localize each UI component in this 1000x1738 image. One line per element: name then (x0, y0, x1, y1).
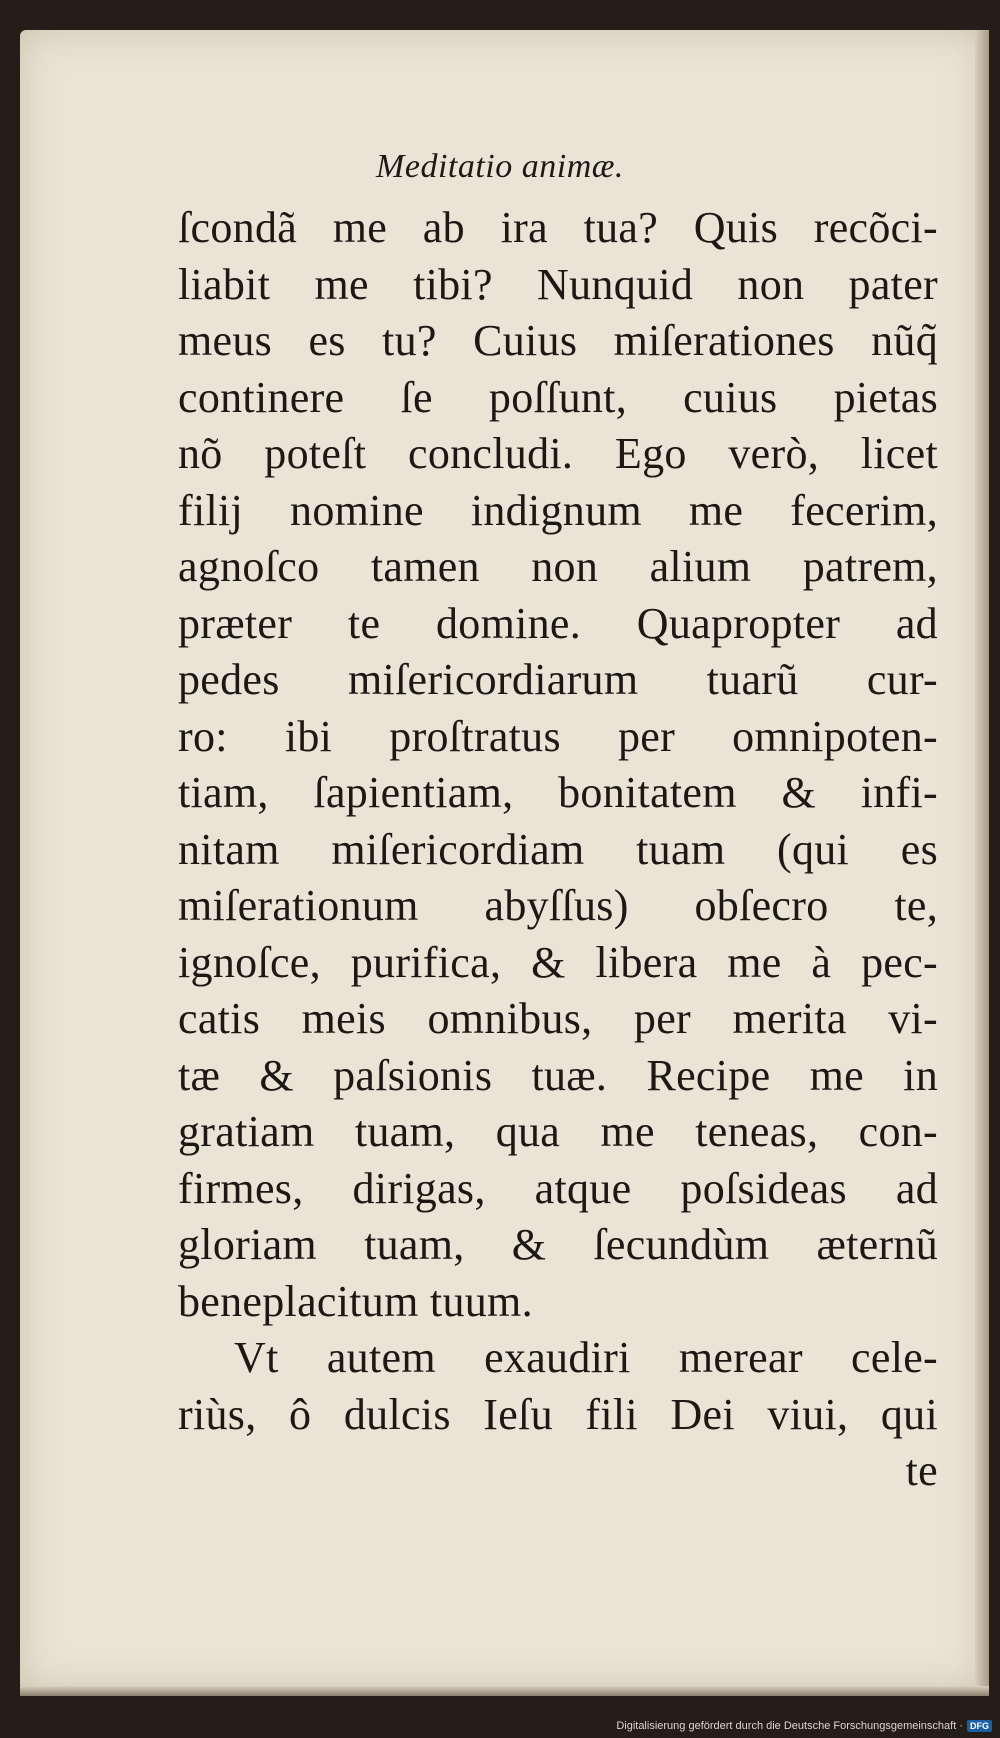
dfg-logo-icon: DFG (967, 1720, 992, 1732)
text-line: miſerationum abyſſus) obſecro te, (178, 881, 938, 930)
text-line: agnoſco tamen non alium patrem, (178, 542, 938, 591)
text-line: meus es tu? Cuius miſerationes nũq̃ (178, 316, 938, 365)
credit-text: Digitalisierung gefördert durch die Deutsche Forschungsgemeinschaft · (616, 1720, 963, 1732)
text-line: pedes miſericordiarum tuarũ cur- (178, 655, 938, 704)
text-line: præter te domine. Quapropter ad (178, 598, 938, 648)
digitization-credit (616, 1720, 992, 1732)
text-line: ignoſce, purifica, & libera me à pec- (178, 937, 938, 987)
text-line: firmes, dirigas, atque poſsideas ad (178, 1163, 938, 1213)
text-line: liabit me tibi? Nunquid non pater (178, 259, 938, 309)
page-text (178, 200, 938, 1500)
page-edge-right (975, 30, 989, 1690)
text-line: tiam, ſapientiam, bonitatem & infi- (178, 768, 938, 817)
text-line: gratiam tuam, qua me teneas, con- (178, 1107, 938, 1156)
text-line: gloriam tuam, & ſecundùm æternũ (178, 1220, 938, 1269)
text-line: filij nomine indignum me fecerim, (178, 485, 938, 535)
page-edge-bottom (20, 1686, 989, 1696)
text-line: ro: ibi proſtratus per omnipoten- (178, 711, 938, 761)
text-line: nõ poteſt concludi. Ego verò, licet (178, 429, 938, 478)
text-line: tæ & paſsionis tuæ. Recipe me in (178, 1050, 938, 1100)
text-line: beneplacitum tuum. (178, 1276, 533, 1326)
catchword: te (905, 1446, 938, 1495)
text-line: continere ſe poſſunt, cuius pietas (178, 372, 938, 422)
text-line: ſcondã me ab ira tua? Quis recõci- (178, 203, 938, 252)
running-head: Meditatio animæ. (376, 148, 624, 185)
text-line: Vt autem exaudiri merear cele- (234, 1333, 938, 1382)
text-line: riùs, ô dulcis Ieſu fili Dei viui, qui (178, 1389, 938, 1439)
text-line: catis meis omnibus, per merita vi- (178, 994, 938, 1043)
text-line: nitam miſericordiam tuam (qui es (178, 824, 938, 874)
